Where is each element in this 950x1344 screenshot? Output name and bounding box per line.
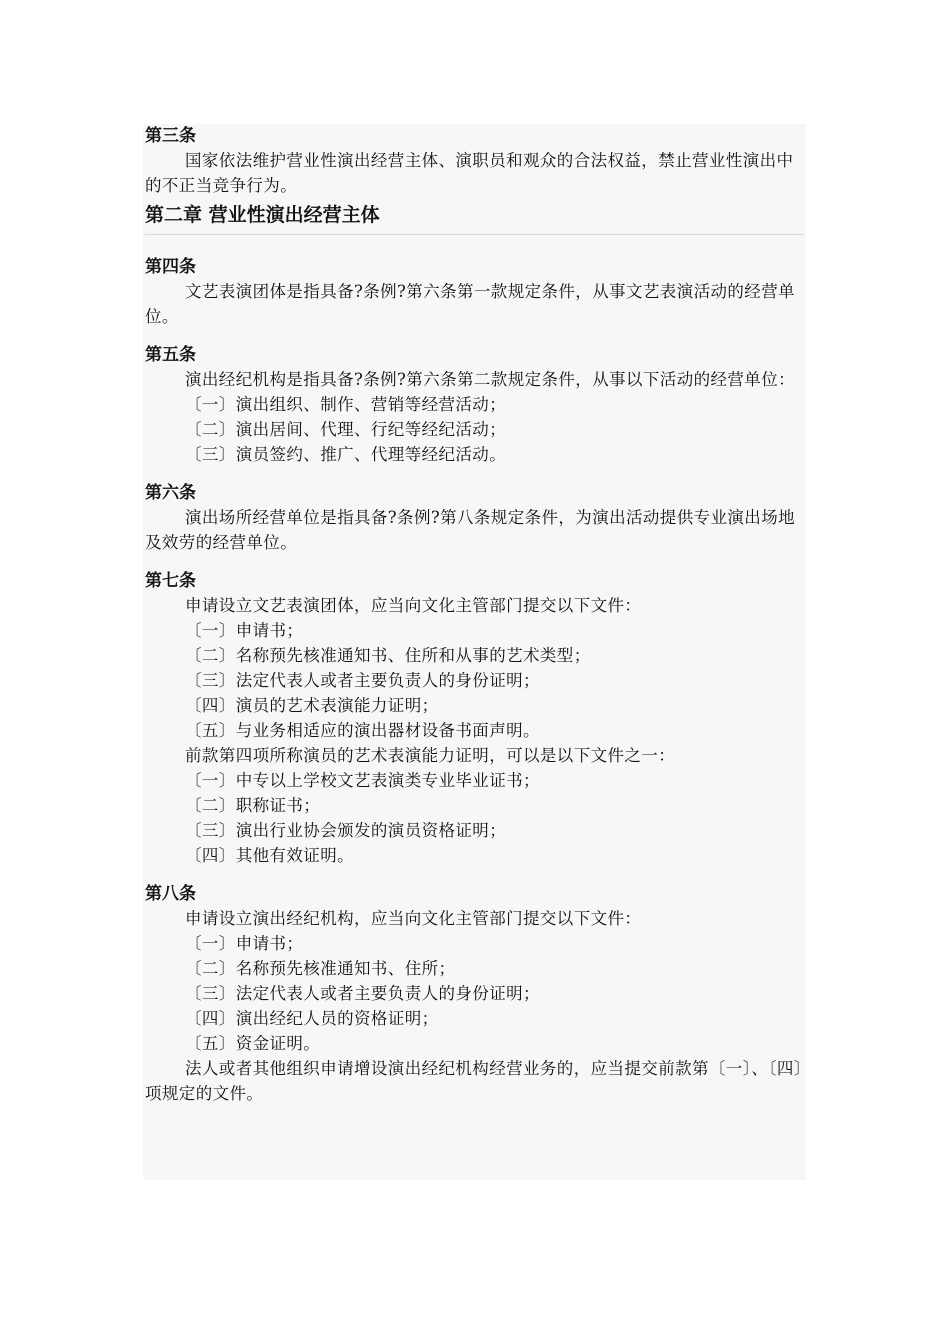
article-section xyxy=(145,343,804,467)
list-item: 〔一〕申请书； xyxy=(185,934,304,953)
document-content xyxy=(143,124,806,1106)
list-item: 〔二〕名称预先核准通知书、住所； xyxy=(185,959,456,978)
article-paragraph: 文艺表演团体是指具备?条例?第六条第一款规定条件，从事文艺表演活动的经营单位。 xyxy=(145,282,795,326)
chapter-heading: 第二章 营业性演出经营主体 xyxy=(145,202,804,235)
article-paragraph: 申请设立演出经纪机构，应当向文化主管部门提交以下文件： xyxy=(185,909,642,928)
article-paragraph: 前款第四项所称演员的艺术表演能力证明，可以是以下文件之一： xyxy=(185,746,676,765)
article-title: 第五条 xyxy=(145,345,196,365)
list-item: 〔三〕演员签约、推广、代理等经纪活动。 xyxy=(185,445,507,464)
list-item: 〔一〕中专以上学校文艺表演类专业毕业证书； xyxy=(185,771,540,790)
list-item: 〔三〕演出行业协会颁发的演员资格证明； xyxy=(185,821,507,840)
article-title: 第四条 xyxy=(145,257,196,277)
list-item: 〔四〕演员的艺术表演能力证明； xyxy=(185,696,439,715)
article-title: 第三条 xyxy=(145,126,196,146)
list-item: 〔二〕演出居间、代理、行纪等经纪活动； xyxy=(185,420,507,439)
document-page xyxy=(143,124,806,1180)
article-paragraph: 国家依法维护营业性演出经营主体、演职员和观众的合法权益，禁止营业性演出中的不正当竞争行为。 xyxy=(145,151,794,195)
article-paragraph: 演出经纪机构是指具备?条例?第六条第二款规定条件，从事以下活动的经营单位： xyxy=(185,370,795,389)
article-paragraph: 申请设立文艺表演团体，应当向文化主管部门提交以下文件： xyxy=(185,596,642,615)
article-paragraph: 法人或者其他组织申请增设演出经纪机构经营业务的，应当提交前款第〔一〕、〔四〕项规定的文件。 xyxy=(145,1059,803,1103)
list-item: 〔一〕演出组织、制作、营销等经营活动； xyxy=(185,395,507,414)
list-item: 〔三〕法定代表人或者主要负责人的身份证明； xyxy=(185,984,540,1003)
article-title: 第六条 xyxy=(145,483,196,503)
article-title: 第八条 xyxy=(145,884,196,904)
articles-list xyxy=(145,255,804,1106)
article-3 xyxy=(145,124,804,198)
article-paragraph: 演出场所经营单位是指具备?条例?第八条规定条件，为演出活动提供专业演出场地及效劳的经营单位。 xyxy=(145,508,795,552)
list-item: 〔五〕资金证明。 xyxy=(185,1034,321,1053)
article-title: 第七条 xyxy=(145,571,196,591)
list-item: 〔二〕职称证书； xyxy=(185,796,321,815)
list-item: 〔一〕申请书； xyxy=(185,621,304,640)
list-item: 〔五〕与业务相适应的演出器材设备书面声明。 xyxy=(185,721,540,740)
list-item: 〔三〕法定代表人或者主要负责人的身份证明； xyxy=(185,671,540,690)
article-section xyxy=(145,569,804,868)
list-item: 〔二〕名称预先核准通知书、住所和从事的艺术类型； xyxy=(185,646,591,665)
list-item: 〔四〕其他有效证明。 xyxy=(185,846,354,865)
article-section xyxy=(145,255,804,329)
article-section xyxy=(145,481,804,555)
list-item: 〔四〕演出经纪人员的资格证明； xyxy=(185,1009,439,1028)
article-section xyxy=(145,882,804,1106)
